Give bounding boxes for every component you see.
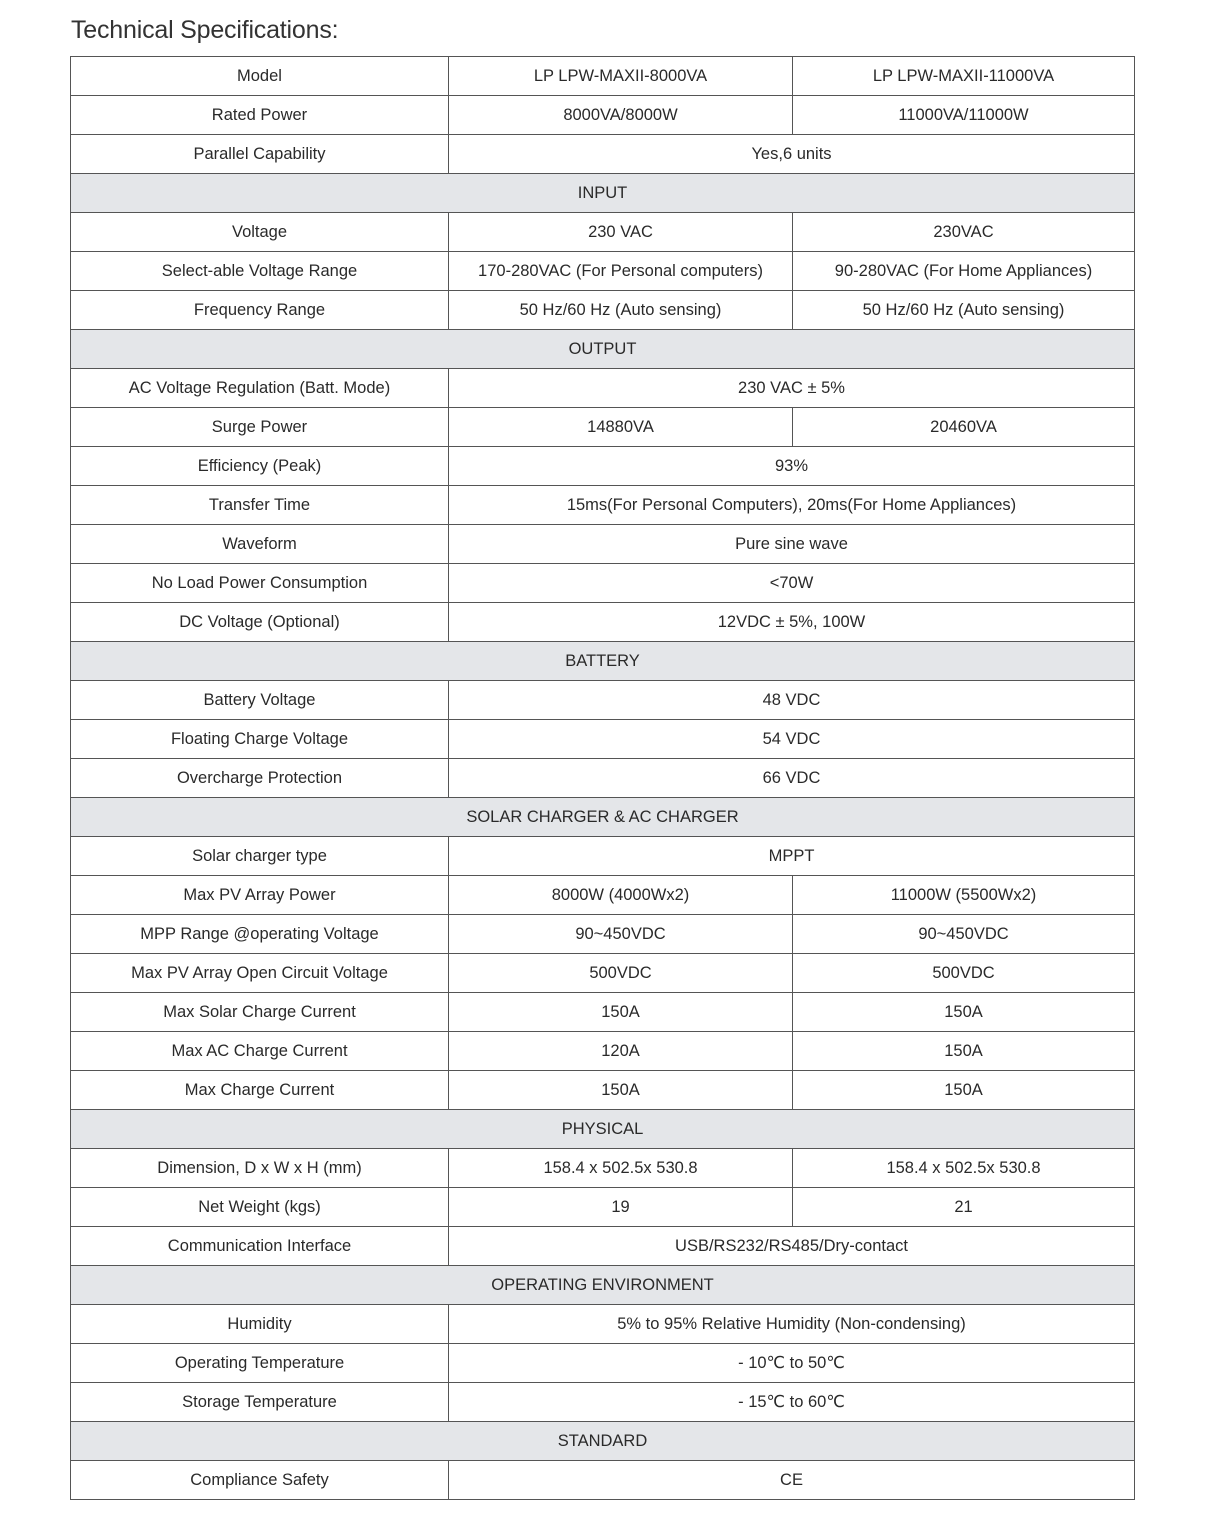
- spec-label: DC Voltage (Optional): [71, 603, 449, 642]
- spec-label: Compliance Safety: [71, 1461, 449, 1500]
- spec-value-8000va: 8000W (4000Wx2): [449, 876, 793, 915]
- spec-row: [71, 759, 1135, 798]
- spec-value-shared: Yes,6 units: [449, 135, 1135, 174]
- section-header-row: [71, 1266, 1135, 1305]
- spec-value-8000va: 170-280VAC (For Personal computers): [449, 252, 793, 291]
- spec-value-11000va: 150A: [793, 1071, 1135, 1110]
- spec-value-8000va: 500VDC: [449, 954, 793, 993]
- spec-value-11000va: 50 Hz/60 Hz (Auto sensing): [793, 291, 1135, 330]
- spec-label: MPP Range @operating Voltage: [71, 915, 449, 954]
- spec-value-11000va: 21: [793, 1188, 1135, 1227]
- spec-row: [71, 213, 1135, 252]
- spec-value-8000va: 50 Hz/60 Hz (Auto sensing): [449, 291, 793, 330]
- spec-label: Dimension, D x W x H (mm): [71, 1149, 449, 1188]
- spec-row: [71, 954, 1135, 993]
- spec-label: Solar charger type: [71, 837, 449, 876]
- spec-row: [71, 291, 1135, 330]
- spec-value-11000va: LP LPW-MAXII-11000VA: [793, 57, 1135, 96]
- spec-value-11000va: 90~450VDC: [793, 915, 1135, 954]
- spec-label: Max PV Array Power: [71, 876, 449, 915]
- section-header-row: [71, 330, 1135, 369]
- spec-value-shared: 230 VAC ± 5%: [449, 369, 1135, 408]
- spec-label: Select-able Voltage Range: [71, 252, 449, 291]
- spec-label: Humidity: [71, 1305, 449, 1344]
- spec-row: [71, 837, 1135, 876]
- spec-value-8000va: 230 VAC: [449, 213, 793, 252]
- spec-label: Operating Temperature: [71, 1344, 449, 1383]
- spec-row: [71, 1383, 1135, 1422]
- spec-value-11000va: 158.4 x 502.5x 530.8: [793, 1149, 1135, 1188]
- spec-label: Frequency Range: [71, 291, 449, 330]
- spec-label: Floating Charge Voltage: [71, 720, 449, 759]
- spec-value-shared: MPPT: [449, 837, 1135, 876]
- spec-value-shared: 12VDC ± 5%, 100W: [449, 603, 1135, 642]
- spec-row: [71, 564, 1135, 603]
- section-header-row: [71, 798, 1135, 837]
- spec-label: Max Charge Current: [71, 1071, 449, 1110]
- spec-label: Max Solar Charge Current: [71, 993, 449, 1032]
- spec-row: [71, 135, 1135, 174]
- spec-value-11000va: 20460VA: [793, 408, 1135, 447]
- spec-value-shared: 66 VDC: [449, 759, 1135, 798]
- spec-row: [71, 876, 1135, 915]
- spec-row: [71, 408, 1135, 447]
- section-header: INPUT: [71, 174, 1135, 213]
- spec-value-8000va: 150A: [449, 993, 793, 1032]
- spec-row: [71, 603, 1135, 642]
- spec-value-shared: 48 VDC: [449, 681, 1135, 720]
- spec-row: [71, 993, 1135, 1032]
- spec-row: [71, 369, 1135, 408]
- spec-value-11000va: 150A: [793, 993, 1135, 1032]
- section-header-row: [71, 642, 1135, 681]
- spec-label: Overcharge Protection: [71, 759, 449, 798]
- spec-value-11000va: 11000VA/11000W: [793, 96, 1135, 135]
- spec-value-shared: Pure sine wave: [449, 525, 1135, 564]
- spec-label: Storage Temperature: [71, 1383, 449, 1422]
- spec-value-11000va: 150A: [793, 1032, 1135, 1071]
- section-header: OUTPUT: [71, 330, 1135, 369]
- spec-row: [71, 252, 1135, 291]
- spec-label: No Load Power Consumption: [71, 564, 449, 603]
- spec-row: [71, 1227, 1135, 1266]
- spec-value-11000va: 500VDC: [793, 954, 1135, 993]
- spec-value-shared: 54 VDC: [449, 720, 1135, 759]
- section-header: PHYSICAL: [71, 1110, 1135, 1149]
- spec-row: [71, 1032, 1135, 1071]
- spec-label: Voltage: [71, 213, 449, 252]
- spec-value-shared: USB/RS232/RS485/Dry-contact: [449, 1227, 1135, 1266]
- spec-row: [71, 96, 1135, 135]
- spec-label: Transfer Time: [71, 486, 449, 525]
- spec-value-8000va: 90~450VDC: [449, 915, 793, 954]
- spec-row: [71, 1071, 1135, 1110]
- spec-row: [71, 57, 1135, 96]
- section-header: STANDARD: [71, 1422, 1135, 1461]
- spec-label: Max AC Charge Current: [71, 1032, 449, 1071]
- spec-label: AC Voltage Regulation (Batt. Mode): [71, 369, 449, 408]
- section-header-row: [71, 174, 1135, 213]
- spec-value-8000va: 19: [449, 1188, 793, 1227]
- spec-row: [71, 681, 1135, 720]
- section-header-row: [71, 1422, 1135, 1461]
- spec-value-8000va: 14880VA: [449, 408, 793, 447]
- spec-value-8000va: 8000VA/8000W: [449, 96, 793, 135]
- spec-value-11000va: 11000W (5500Wx2): [793, 876, 1135, 915]
- spec-label: Battery Voltage: [71, 681, 449, 720]
- section-header: OPERATING ENVIRONMENT: [71, 1266, 1135, 1305]
- spec-table-body: [71, 57, 1135, 1500]
- spec-row: [71, 1149, 1135, 1188]
- section-header: BATTERY: [71, 642, 1135, 681]
- spec-row: [71, 1305, 1135, 1344]
- spec-label: Surge Power: [71, 408, 449, 447]
- spec-value-shared: - 15℃ to 60℃: [449, 1383, 1135, 1422]
- spec-value-shared: 15ms(For Personal Computers), 20ms(For Home Appliances): [449, 486, 1135, 525]
- spec-value-shared: - 10℃ to 50℃: [449, 1344, 1135, 1383]
- spec-value-8000va: LP LPW-MAXII-8000VA: [449, 57, 793, 96]
- page-title: Technical Specifications:: [71, 16, 339, 44]
- spec-row: [71, 1344, 1135, 1383]
- spec-value-shared: <70W: [449, 564, 1135, 603]
- spec-label: Parallel Capability: [71, 135, 449, 174]
- spec-value-8000va: 120A: [449, 1032, 793, 1071]
- spec-value-11000va: 230VAC: [793, 213, 1135, 252]
- spec-table: [70, 56, 1135, 1500]
- spec-label: Model: [71, 57, 449, 96]
- spec-label: Communication Interface: [71, 1227, 449, 1266]
- section-header: SOLAR CHARGER & AC CHARGER: [71, 798, 1135, 837]
- spec-value-shared: 93%: [449, 447, 1135, 486]
- spec-value-shared: 5% to 95% Relative Humidity (Non-condensing): [449, 1305, 1135, 1344]
- section-header-row: [71, 1110, 1135, 1149]
- spec-label: Net Weight (kgs): [71, 1188, 449, 1227]
- spec-row: [71, 1188, 1135, 1227]
- spec-row: [71, 915, 1135, 954]
- spec-value-8000va: 150A: [449, 1071, 793, 1110]
- spec-row: [71, 525, 1135, 564]
- spec-row: [71, 486, 1135, 525]
- spec-row: [71, 1461, 1135, 1500]
- spec-value-8000va: 158.4 x 502.5x 530.8: [449, 1149, 793, 1188]
- spec-row: [71, 447, 1135, 486]
- spec-label: Waveform: [71, 525, 449, 564]
- spec-value-shared: CE: [449, 1461, 1135, 1500]
- spec-value-11000va: 90-280VAC (For Home Appliances): [793, 252, 1135, 291]
- spec-label: Max PV Array Open Circuit Voltage: [71, 954, 449, 993]
- spec-row: [71, 720, 1135, 759]
- spec-label: Efficiency (Peak): [71, 447, 449, 486]
- spec-label: Rated Power: [71, 96, 449, 135]
